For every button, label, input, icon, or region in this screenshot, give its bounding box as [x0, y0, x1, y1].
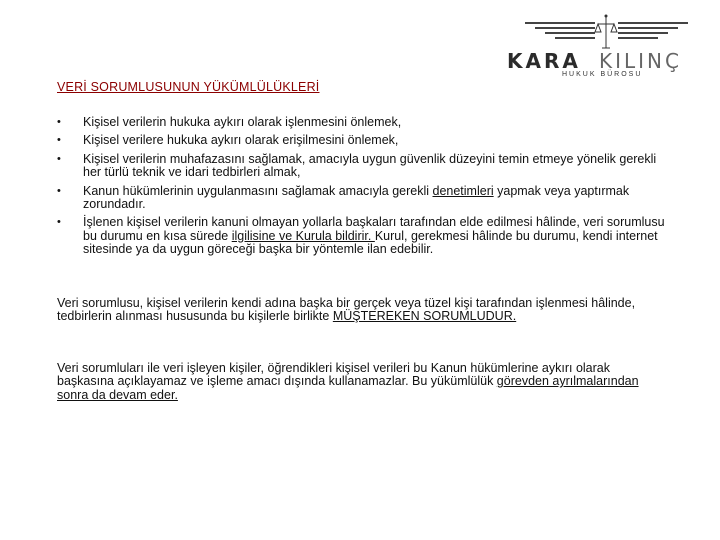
joint-liability-paragraph: [57, 297, 667, 324]
list-item: [57, 153, 667, 180]
list-item-text: Kişisel verilere hukuka aykırı olarak erişilmesini önlemek,: [83, 133, 399, 148]
underlined-text: denetimleri: [432, 183, 494, 198]
list-item-text: Kişisel verilerin hukuka aykırı olarak işlenmesini önlemek,: [83, 115, 402, 129]
logo-subtitle: HUKUK BÜROSU: [562, 71, 643, 78]
logo-name-right: KILINÇ: [599, 49, 682, 73]
obligations-list: [57, 116, 667, 262]
list-item: [57, 185, 667, 212]
list-item-text: Kurul, gerekmesi hâlinde bu durumu, kendi internet sitesinde ya da uygun göreceği başka bir yöntemle ilan edebilir.: [83, 228, 658, 257]
firm-logo: [505, 12, 705, 87]
list-item-text: İşlenen kişisel verilerin kanuni olmayan yollarla başkaları tarafından elde edilmesi hâlinde, veri sorumlusu bu durumu en kısa sürede: [83, 215, 665, 243]
underlined-text: MÜŞTEREKEN SORUMLUDUR.: [332, 309, 517, 324]
paragraph-text: Veri sorumlusu, kişisel verilerin kendi adına başka bir gerçek veya tüzel kişi tarafından işlenmesi hâlinde, tedbirlerin alınması hususunda bu kişilerle birlikte: [57, 296, 636, 324]
underlined-text: ilgilisine ve Kurula bildirir.: [231, 228, 375, 243]
logo-name-left: KARA: [507, 49, 581, 73]
list-item-text: Kanun hükümlerinin uygulanmasını sağlamak amacıyla gerekli: [83, 183, 433, 198]
page-title: VERİ SORUMLUSUNUN YÜKÜMLÜLÜKLERİ: [57, 80, 320, 94]
paragraph-text: Veri sorumluları ile veri işleyen kişiler, öğrendikleri kişisel verileri bu Kanun hükümlerine aykırı olarak başkasına açıklayamaz ve işleme amacı dışında kullanamazlar. Bu yükümlülük: [57, 361, 611, 389]
list-item: [57, 134, 667, 147]
list-item-text: yapmak veya yaptırmak zorundadır.: [83, 183, 630, 212]
confidentiality-paragraph: [57, 362, 667, 402]
list-item-text: Kişisel verilerin muhafazasını sağlamak, amacıyla uygun güvenlik düzeyini temin etmeye yönelik gerekli her türlü teknik ve idari tedbirleri almak,: [83, 151, 657, 180]
list-item: [57, 116, 667, 129]
underlined-text: görevden ayrılmalarından sonra da devam eder.: [57, 374, 639, 402]
list-item: [57, 216, 667, 256]
